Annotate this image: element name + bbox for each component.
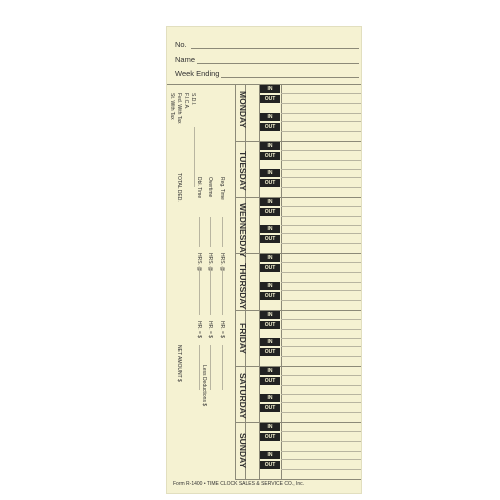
time-entry-row[interactable]	[281, 451, 361, 452]
time-entry-row[interactable]	[281, 290, 361, 291]
sdi-label: S.D.I.	[190, 93, 196, 106]
punch-in-label: IN	[260, 338, 280, 346]
day-sunday: SUNDAY	[238, 433, 248, 469]
hours-line	[222, 217, 223, 247]
punch-in-label: IN	[260, 198, 280, 206]
punch-out-label: OUT	[260, 235, 280, 243]
hrs-line	[210, 267, 211, 315]
punch-out-label: OUT	[260, 179, 280, 187]
week-ending-field[interactable]	[221, 77, 359, 78]
time-entry-row[interactable]	[281, 216, 361, 217]
punch-out-label: OUT	[260, 95, 280, 103]
time-card	[166, 26, 362, 494]
time-entry-row[interactable]	[281, 356, 361, 357]
punch-in-label: IN	[260, 367, 280, 375]
hrs-line	[222, 267, 223, 315]
st-tax-label: St. With Tax	[169, 93, 175, 120]
time-entry-row[interactable]	[281, 243, 361, 244]
total-ded-label: TOTAL DED.	[176, 173, 182, 202]
time-entry-row[interactable]	[281, 113, 361, 114]
time-entry-row[interactable]	[281, 103, 361, 104]
punch-out-label: OUT	[260, 461, 280, 469]
form-number: Form R-1400	[173, 481, 203, 487]
punch-in-label: IN	[260, 423, 280, 431]
punch-out-label: OUT	[260, 152, 280, 160]
punch-out-label: OUT	[260, 208, 280, 216]
punch-in-label: IN	[260, 282, 280, 290]
day-separator	[235, 197, 361, 198]
fed-tax-label: Fed. With Tax	[176, 93, 182, 124]
day-separator	[235, 253, 361, 254]
punch-in-label: IN	[260, 225, 280, 233]
punch-out-label: OUT	[260, 123, 280, 131]
time-entry-row[interactable]	[281, 121, 361, 122]
punch-out-label: OUT	[260, 264, 280, 272]
day-wednesday: WEDNESDAY	[238, 203, 248, 258]
punch-in-label: IN	[260, 394, 280, 402]
time-entry-row[interactable]	[281, 160, 361, 161]
time-entry-row[interactable]	[281, 319, 361, 320]
time-entry-row[interactable]	[281, 187, 361, 188]
time-entry-row[interactable]	[281, 150, 361, 151]
day-separator	[235, 141, 361, 142]
punch-in-label: IN	[260, 169, 280, 177]
time-entry-row[interactable]	[281, 225, 361, 226]
day-separator	[235, 366, 361, 367]
time-entry-row[interactable]	[281, 233, 361, 234]
day-separator	[235, 422, 361, 423]
dbl-time-label: Dbl. Time	[196, 177, 202, 199]
number-label: No.	[175, 40, 187, 49]
punch-out-label: OUT	[260, 404, 280, 412]
punch-in-label: IN	[260, 254, 280, 262]
rate-label-2: HR. = $	[207, 321, 213, 339]
time-entry-row[interactable]	[281, 441, 361, 442]
rate-label-3: HR. = $	[196, 321, 202, 339]
punch-out-label: OUT	[260, 377, 280, 385]
rate-line	[199, 345, 200, 390]
time-entry-row[interactable]	[281, 402, 361, 403]
punch-in-label: IN	[260, 85, 280, 93]
day-separator	[235, 479, 361, 480]
time-entry-row[interactable]	[281, 469, 361, 470]
number-field[interactable]	[191, 48, 359, 49]
hours-line	[210, 217, 211, 247]
punch-in-label: IN	[260, 113, 280, 121]
overtime-label: Overtime	[207, 177, 213, 198]
day-friday: FRIDAY	[238, 323, 248, 354]
name-field[interactable]	[197, 63, 359, 64]
punch-out-label: OUT	[260, 321, 280, 329]
time-entry-row[interactable]	[281, 169, 361, 170]
time-entry-row[interactable]	[281, 412, 361, 413]
punch-out-label: OUT	[260, 433, 280, 441]
punch-in-label: IN	[260, 451, 280, 459]
punch-out-label: OUT	[260, 348, 280, 356]
hrs-label-3: HRS. @	[196, 253, 202, 272]
day-thursday: THURSDAY	[238, 263, 248, 310]
name-label: Name	[175, 55, 196, 64]
day-monday: MONDAY	[238, 91, 248, 128]
time-entry-row[interactable]	[281, 177, 361, 178]
reg-time-label: Reg. Time	[219, 177, 225, 200]
hrs-label-1: HRS. @	[219, 253, 225, 272]
calc-separator	[235, 84, 236, 479]
punch-out-label: OUT	[260, 292, 280, 300]
form-footer	[173, 481, 304, 487]
day-tuesday: TUESDAY	[238, 151, 248, 191]
time-entry-row[interactable]	[281, 329, 361, 330]
time-entry-row[interactable]	[281, 346, 361, 347]
time-entry-row[interactable]	[281, 272, 361, 273]
time-entry-row[interactable]	[281, 394, 361, 395]
day-saturday: SATURDAY	[238, 373, 248, 419]
hours-line	[199, 217, 200, 247]
time-entry-row[interactable]	[281, 262, 361, 263]
day-separator	[235, 310, 361, 311]
punch-in-label: IN	[260, 311, 280, 319]
week-ending-label: Week Ending	[175, 69, 220, 78]
time-entry-row[interactable]	[281, 338, 361, 339]
fica-label: F.I.C.A.	[183, 93, 189, 110]
company-name: • TIME CLOCK SALES & SERVICE CO., Inc.	[203, 481, 305, 487]
hrs-line	[199, 267, 200, 315]
hrs-label-2: HRS. @	[207, 253, 213, 272]
rate-line	[210, 345, 211, 390]
time-entry-row[interactable]	[281, 93, 361, 94]
time-entry-row[interactable]	[281, 206, 361, 207]
punch-in-label: IN	[260, 142, 280, 150]
less-deductions-label: Less Deductions $	[201, 365, 207, 407]
time-entry-row[interactable]	[281, 459, 361, 460]
net-amount-label: NET AMOUNT $	[176, 345, 182, 382]
time-entry-row[interactable]	[281, 282, 361, 283]
time-entry-row[interactable]	[281, 131, 361, 132]
deduction-line	[194, 127, 195, 187]
time-entry-row[interactable]	[281, 375, 361, 376]
time-entry-row[interactable]	[281, 431, 361, 432]
rate-label-1: HR. = $	[219, 321, 225, 339]
time-entry-row[interactable]	[281, 300, 361, 301]
rate-line	[222, 345, 223, 390]
time-entry-row[interactable]	[281, 385, 361, 386]
